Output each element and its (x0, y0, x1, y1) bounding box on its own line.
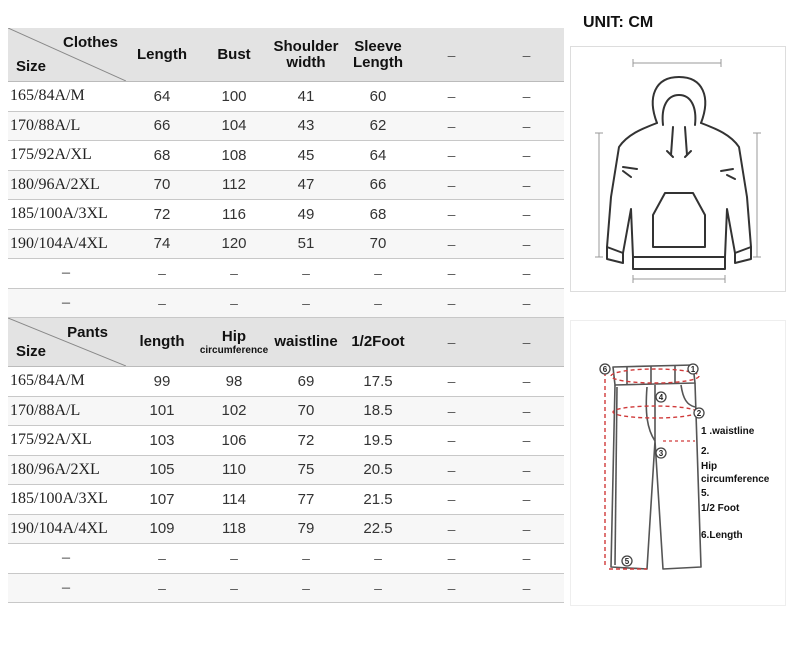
size-cell: – (8, 259, 126, 289)
value-cell: – (414, 367, 489, 397)
value-cell: – (414, 514, 489, 544)
clothes-header-row (8, 28, 564, 82)
unit-label: UNIT: CM (583, 14, 654, 31)
value-cell: 70 (342, 229, 414, 259)
table-row (8, 544, 564, 574)
value-cell: 68 (126, 141, 198, 171)
value-cell: 99 (126, 367, 198, 397)
value-cell: – (489, 426, 564, 456)
value-cell: 114 (198, 485, 270, 515)
value-cell: 105 (126, 455, 198, 485)
size-cell: 165/84A/M (8, 367, 126, 397)
table-row (8, 229, 564, 259)
pants-header-label: length (139, 333, 185, 350)
value-cell: 98 (198, 367, 270, 397)
clothes-header-label: Length (137, 45, 187, 63)
value-cell: – (270, 259, 342, 289)
value-cell: – (414, 82, 489, 112)
pants-corner-cell (8, 318, 126, 367)
value-cell: – (342, 259, 414, 289)
table-row (8, 111, 564, 141)
clothes-header-5 (489, 28, 564, 82)
clothes-corner-bottom: Size (16, 58, 47, 75)
value-cell: – (414, 141, 489, 171)
pants-header-label: – (522, 334, 531, 350)
value-cell: 41 (270, 82, 342, 112)
legend-foot-number: 5. (701, 488, 710, 499)
pants-header-label: waistline (274, 333, 338, 350)
value-cell: 62 (342, 111, 414, 141)
value-cell: – (342, 573, 414, 603)
value-cell: – (198, 573, 270, 603)
pants-header-label: 1/2Foot (351, 333, 405, 350)
legend-length: 6.Length (701, 530, 743, 541)
value-cell: – (126, 259, 198, 289)
clothes-header-2 (270, 28, 342, 82)
value-cell: – (342, 544, 414, 574)
value-cell: 64 (126, 82, 198, 112)
pants-header-4 (414, 318, 489, 367)
table-row (8, 82, 564, 112)
clothes-header-label: – (522, 46, 531, 63)
marker-2: 2 (696, 409, 702, 418)
value-cell: – (270, 544, 342, 574)
value-cell: – (414, 111, 489, 141)
value-cell: 79 (270, 514, 342, 544)
clothes-header-1 (198, 28, 270, 82)
value-cell: 110 (198, 455, 270, 485)
table-row (8, 200, 564, 230)
value-cell: 21.5 (342, 485, 414, 515)
size-cell: 170/88A/L (8, 111, 126, 141)
value-cell: – (126, 544, 198, 574)
table-row (8, 259, 564, 289)
value-cell: – (489, 396, 564, 426)
clothes-header-label: Shoulder (273, 37, 339, 55)
value-cell: – (414, 455, 489, 485)
value-cell: 66 (126, 111, 198, 141)
value-cell: 66 (342, 170, 414, 200)
legend-hip (701, 445, 785, 486)
value-cell: 70 (270, 396, 342, 426)
table-row (8, 288, 564, 318)
value-cell: 43 (270, 111, 342, 141)
size-cell: 180/96A/2XL (8, 170, 126, 200)
value-cell: 70 (126, 170, 198, 200)
size-cell: 170/88A/L (8, 396, 126, 426)
value-cell: 68 (342, 200, 414, 230)
value-cell: 74 (126, 229, 198, 259)
value-cell: – (414, 170, 489, 200)
value-cell: – (489, 111, 564, 141)
size-cell: 190/104A/4XL (8, 229, 126, 259)
pants-diagram-panel (570, 320, 786, 606)
marker-5: 5 (624, 557, 630, 566)
value-cell: – (414, 485, 489, 515)
value-cell: 103 (126, 426, 198, 456)
size-cell: 185/100A/3XL (8, 485, 126, 515)
value-cell: – (414, 288, 489, 318)
table-row (8, 141, 564, 171)
value-cell: 19.5 (342, 426, 414, 456)
value-cell: 116 (198, 200, 270, 230)
value-cell: – (489, 170, 564, 200)
legend-foot (701, 487, 739, 515)
value-cell: – (489, 141, 564, 171)
value-cell: – (489, 455, 564, 485)
clothes-header-label-line2: width (286, 53, 326, 71)
size-cell: 180/96A/2XL (8, 455, 126, 485)
value-cell: – (198, 259, 270, 289)
marker-1: 1 (690, 365, 696, 374)
pants-header-label: Hip (221, 328, 247, 345)
clothes-size-table (8, 28, 564, 318)
clothes-header-0 (126, 28, 198, 82)
value-cell: – (489, 200, 564, 230)
size-cell: 185/100A/3XL (8, 200, 126, 230)
pants-corner-bottom: Size (16, 343, 47, 360)
size-cell: 165/84A/M (8, 82, 126, 112)
clothes-corner-cell (8, 28, 126, 82)
value-cell: 17.5 (342, 367, 414, 397)
value-cell: 72 (126, 200, 198, 230)
pants-header-1 (198, 318, 270, 367)
pants-header-5 (489, 318, 564, 367)
value-cell: 64 (342, 141, 414, 171)
clothes-header-4 (414, 28, 489, 82)
value-cell: 104 (198, 111, 270, 141)
table-row (8, 426, 564, 456)
value-cell: – (489, 514, 564, 544)
hoodie-diagram (571, 47, 785, 291)
value-cell: – (489, 229, 564, 259)
value-cell: – (198, 288, 270, 318)
size-cell: – (8, 544, 126, 574)
value-cell: 109 (126, 514, 198, 544)
table-row (8, 485, 564, 515)
value-cell: 20.5 (342, 455, 414, 485)
marker-4: 4 (658, 393, 664, 402)
value-cell: – (489, 485, 564, 515)
value-cell: – (489, 367, 564, 397)
value-cell: – (126, 573, 198, 603)
value-cell: 101 (126, 396, 198, 426)
clothes-header-label: – (447, 46, 456, 63)
value-cell: 49 (270, 200, 342, 230)
value-cell: – (342, 288, 414, 318)
size-cell: 190/104A/4XL (8, 514, 126, 544)
clothes-header-3 (342, 28, 414, 82)
value-cell: – (198, 544, 270, 574)
value-cell: – (414, 544, 489, 574)
value-cell: – (414, 200, 489, 230)
value-cell: – (414, 229, 489, 259)
value-cell: 18.5 (342, 396, 414, 426)
value-cell: – (414, 426, 489, 456)
size-cell: 175/92A/XL (8, 141, 126, 171)
value-cell: 100 (198, 82, 270, 112)
pants-corner-top: Pants (67, 324, 108, 341)
table-row (8, 170, 564, 200)
value-cell: – (489, 573, 564, 603)
value-cell: 60 (342, 82, 414, 112)
legend-hip-number: 2. (701, 446, 710, 457)
value-cell: 51 (270, 229, 342, 259)
pants-header-label: – (447, 334, 456, 350)
clothes-corner-top: Clothes (62, 34, 118, 51)
value-cell: 72 (270, 426, 342, 456)
clothes-header-label: Sleeve (354, 37, 402, 55)
value-cell: – (126, 288, 198, 318)
value-cell: 22.5 (342, 514, 414, 544)
pants-header-row (8, 318, 564, 367)
value-cell: 118 (198, 514, 270, 544)
legend-hip-label: Hip circumference (701, 461, 770, 485)
pants-header-3 (342, 318, 414, 367)
value-cell: – (270, 288, 342, 318)
value-cell: – (489, 259, 564, 289)
marker-6: 6 (602, 365, 608, 374)
pants-size-table (8, 318, 564, 603)
pants-header-0 (126, 318, 198, 367)
table-row (8, 573, 564, 603)
value-cell: – (270, 573, 342, 603)
value-cell: 69 (270, 367, 342, 397)
table-row (8, 396, 564, 426)
value-cell: – (489, 544, 564, 574)
value-cell: 107 (126, 485, 198, 515)
value-cell: 75 (270, 455, 342, 485)
value-cell: – (489, 82, 564, 112)
value-cell: 102 (198, 396, 270, 426)
value-cell: 106 (198, 426, 270, 456)
value-cell: – (489, 288, 564, 318)
table-row (8, 514, 564, 544)
size-cell: – (8, 573, 126, 603)
hoodie-diagram-panel (570, 46, 786, 292)
value-cell: 108 (198, 141, 270, 171)
value-cell: 47 (270, 170, 342, 200)
table-row (8, 455, 564, 485)
value-cell: – (414, 396, 489, 426)
pants-header-2 (270, 318, 342, 367)
legend-waistline: 1 .waistline (701, 426, 755, 437)
value-cell: 120 (198, 229, 270, 259)
marker-3: 3 (658, 449, 664, 458)
value-cell: – (414, 573, 489, 603)
table-row (8, 367, 564, 397)
pants-header-sublabel: circumference (199, 345, 269, 356)
clothes-header-label: Bust (217, 45, 251, 63)
clothes-header-label-line2: Length (353, 53, 403, 71)
legend-foot-label: 1/2 Foot (701, 503, 740, 514)
value-cell: 77 (270, 485, 342, 515)
size-cell: 175/92A/XL (8, 426, 126, 456)
value-cell: – (414, 259, 489, 289)
value-cell: 45 (270, 141, 342, 171)
size-cell: – (8, 288, 126, 318)
value-cell: 112 (198, 170, 270, 200)
